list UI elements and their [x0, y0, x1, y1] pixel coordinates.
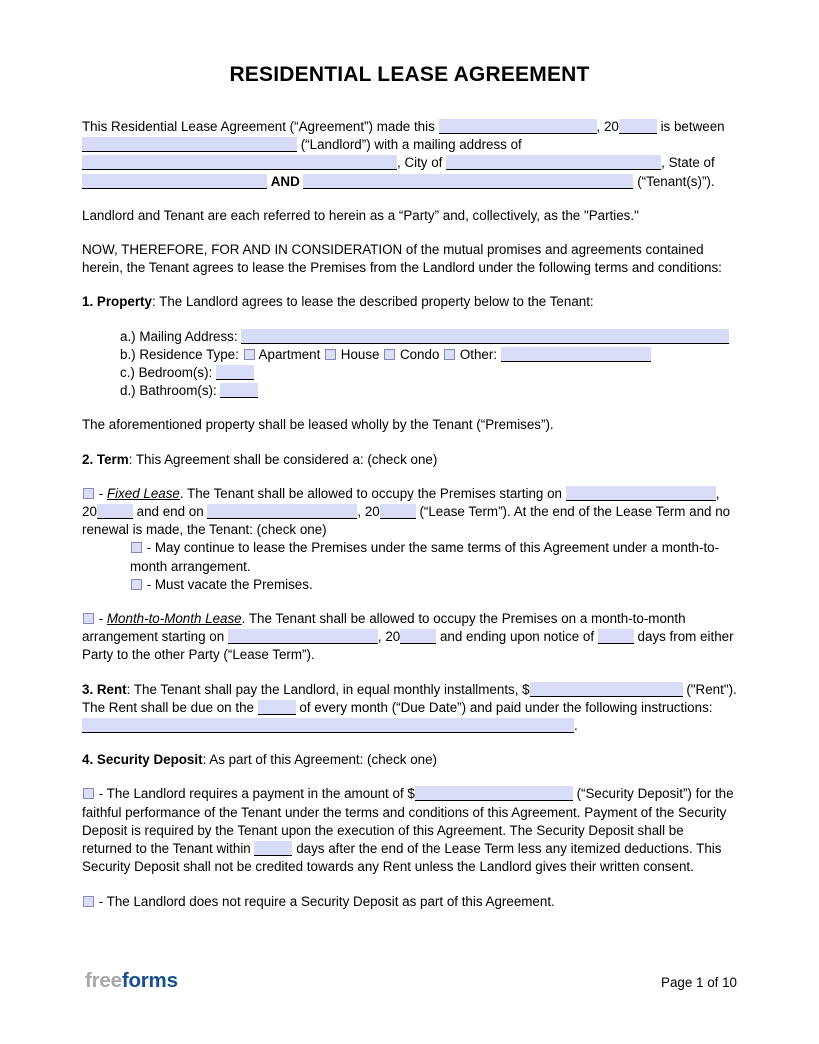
page-footer: [85, 970, 737, 992]
mtm-start-year-blank[interactable]: [400, 629, 436, 644]
security-deposit-required-paragraph: [82, 785, 737, 876]
text-run: , City of: [397, 155, 447, 171]
text-run: and ending upon notice of: [436, 629, 598, 645]
mtm-notice-days-blank[interactable]: [598, 629, 634, 644]
logo-text-forms: forms: [121, 968, 178, 992]
term-section-heading: [82, 451, 737, 469]
text-run: , State of: [661, 155, 715, 171]
rent-due-day-blank[interactable]: [258, 700, 296, 715]
text-run: -: [95, 485, 107, 501]
text-run: and end on: [132, 504, 208, 520]
property-list: [82, 328, 737, 401]
fixed-end-date-blank[interactable]: [207, 504, 357, 519]
text-run: - Must vacate the Premises.: [143, 576, 313, 592]
agreement-day-blank[interactable]: [439, 119, 597, 134]
text-run: Fixed Lease: [106, 485, 180, 501]
consideration-paragraph: [82, 241, 737, 277]
parties-paragraph: [82, 207, 737, 225]
text-run: , 20: [82, 485, 720, 520]
rent-amount-blank[interactable]: [530, 682, 683, 697]
freeforms-logo: [85, 970, 178, 992]
property-item-bedrooms: [82, 364, 737, 382]
mtm-start-date-blank[interactable]: [228, 629, 378, 644]
text-run: NOW, THEREFORE, FOR AND IN CONSIDERATION of the mutual promises and agreements contained herein, the Tenant agrees to lease the Premises from the Landlord under the following terms and conditions:: [82, 242, 722, 276]
fixed-lease-option-vacate: [82, 576, 737, 594]
landlord-address-blank[interactable]: [82, 155, 397, 170]
text-run: This Residential Lease Agreement (“Agreement”) made this: [82, 119, 439, 134]
security-deposit-heading: [82, 751, 737, 769]
page-number: Page 1 of 10: [661, 974, 737, 990]
agreement-year-blank[interactable]: [619, 119, 657, 134]
option-must-vacate-checkbox[interactable]: [131, 579, 142, 590]
fixed-lease-paragraph: [82, 485, 737, 540]
state-blank[interactable]: [82, 174, 267, 189]
text-run: 3. Rent: [82, 681, 127, 697]
text-run: .: [574, 718, 578, 734]
text-run: , 20: [377, 629, 401, 645]
text-run: days from either Party to the other Party (“Lease Term”).: [82, 629, 734, 663]
text-run: Other:: [456, 346, 501, 362]
text-run: : The Landlord agrees to lease the described property below to the Tenant:: [151, 294, 594, 310]
text-run: c.) Bedroom(s):: [120, 365, 216, 381]
text-run: 1. Property: [82, 294, 152, 310]
fixed-lease-option-continue: [82, 539, 737, 575]
security-deposit-not-required-paragraph: [82, 893, 737, 911]
intro-paragraph: [82, 118, 737, 191]
text-run: House: [337, 346, 384, 362]
security-deposit-not-required-checkbox[interactable]: [83, 896, 94, 907]
logo-text-free: free: [85, 968, 122, 992]
text-run: : As part of this Agreement: (check one): [202, 752, 438, 768]
text-run: AND: [270, 173, 300, 189]
security-deposit-amount-blank[interactable]: [415, 786, 573, 801]
text-run: - The Landlord requires a payment in the amount of $: [95, 786, 415, 802]
text-run: Month-to-Month Lease: [106, 611, 242, 627]
text-run: a.) Mailing Address:: [120, 328, 242, 344]
text-run: . The Tenant shall be allowed to occupy the Premises on a month-to-month arrangement starting on: [82, 611, 686, 645]
text-run: (“Security Deposit”) for the faithful performance of the Tenant under the terms and conditions of this Agreement. Payment of the Security Deposit is required by the Tenant upon the execution of this Agreement. The Security Deposit shall be returned to the Tenant within: [82, 786, 734, 857]
residence-type-apartment-checkbox[interactable]: [244, 349, 255, 360]
text-run: of every month (“Due Date”) and paid under the following instructions:: [295, 699, 713, 715]
security-deposit-return-days-blank[interactable]: [254, 841, 292, 856]
option-continue-month-to-month-checkbox[interactable]: [131, 542, 142, 553]
text-run: - May continue to lease the Premises under the same terms of this Agreement under a month-to-month arrangement.: [130, 540, 720, 574]
text-run: (“Landlord”) with a mailing address of: [297, 137, 522, 153]
month-to-month-paragraph: [82, 610, 737, 665]
text-run: , 20: [357, 504, 380, 520]
property-mailing-address-blank[interactable]: [241, 329, 729, 344]
property-item-bathrooms: [82, 382, 737, 400]
bathrooms-blank[interactable]: [220, 383, 258, 398]
text-run: -: [95, 611, 107, 627]
text-run: Landlord and Tenant are each referred to herein as a “Party” and, collectively, as the "Parties.": [82, 207, 639, 223]
document-body: [82, 118, 737, 927]
text-run: Apartment: [255, 346, 325, 362]
fixed-start-date-blank[interactable]: [566, 486, 716, 501]
rent-paragraph: [82, 681, 737, 736]
text-run: - The Landlord does not require a Security Deposit as part of this Agreement.: [95, 893, 555, 909]
security-deposit-required-checkbox[interactable]: [83, 788, 94, 799]
fixed-end-year-blank[interactable]: [380, 504, 416, 519]
residence-type-house-checkbox[interactable]: [325, 349, 336, 360]
property-item-mailing-address: [82, 328, 737, 346]
tenant-name-blank[interactable]: [303, 174, 633, 189]
residence-type-other-blank[interactable]: [501, 347, 651, 362]
premises-paragraph: [82, 416, 737, 434]
text-run: : This Agreement shall be considered a: (check one): [128, 451, 438, 467]
fixed-lease-checkbox[interactable]: [83, 488, 94, 499]
text-run: 2. Term: [82, 451, 129, 467]
landlord-name-blank[interactable]: [82, 137, 297, 152]
text-run: ("Rent"). The Rent shall be due on the: [82, 681, 737, 715]
document-title: RESIDENTIAL LEASE AGREEMENT: [229, 63, 590, 86]
text-run: : The Tenant shall pay the Landlord, in equal monthly installments, $: [126, 681, 530, 697]
text-run: The aforementioned property shall be leased wholly by the Tenant (“Premises”).: [82, 417, 554, 433]
text-run: d.) Bathroom(s):: [120, 383, 221, 399]
text-run: b.) Residence Type:: [120, 346, 243, 362]
fixed-lease-block: [82, 485, 737, 594]
residence-type-other-checkbox[interactable]: [444, 349, 455, 360]
text-run: (“Tenant(s)”).: [633, 173, 715, 189]
property-section-heading: [82, 293, 737, 311]
fixed-start-year-blank[interactable]: [97, 504, 133, 519]
text-run: 4. Security Deposit: [82, 752, 203, 768]
bedrooms-blank[interactable]: [216, 365, 254, 380]
month-to-month-lease-checkbox[interactable]: [83, 613, 94, 624]
city-blank[interactable]: [446, 155, 661, 170]
text-run: (“Lease Term”). At the end of the Lease Term and no renewal is made, the Tenant: (check one): [82, 504, 731, 538]
text-run: , 20: [596, 119, 619, 134]
property-item-residence-type: [82, 346, 737, 364]
payment-instructions-blank[interactable]: [82, 718, 574, 733]
text-run: Condo: [396, 346, 444, 362]
residence-type-condo-checkbox[interactable]: [384, 349, 395, 360]
text-run: is between: [656, 119, 725, 134]
text-run: . The Tenant shall be allowed to occupy the Premises starting on: [179, 485, 566, 501]
text-run: days after the end of the Lease Term less any itemized deductions. This Security Deposit shall not be credited towards any Rent unless the Landlord gives their written consent.: [82, 841, 722, 875]
